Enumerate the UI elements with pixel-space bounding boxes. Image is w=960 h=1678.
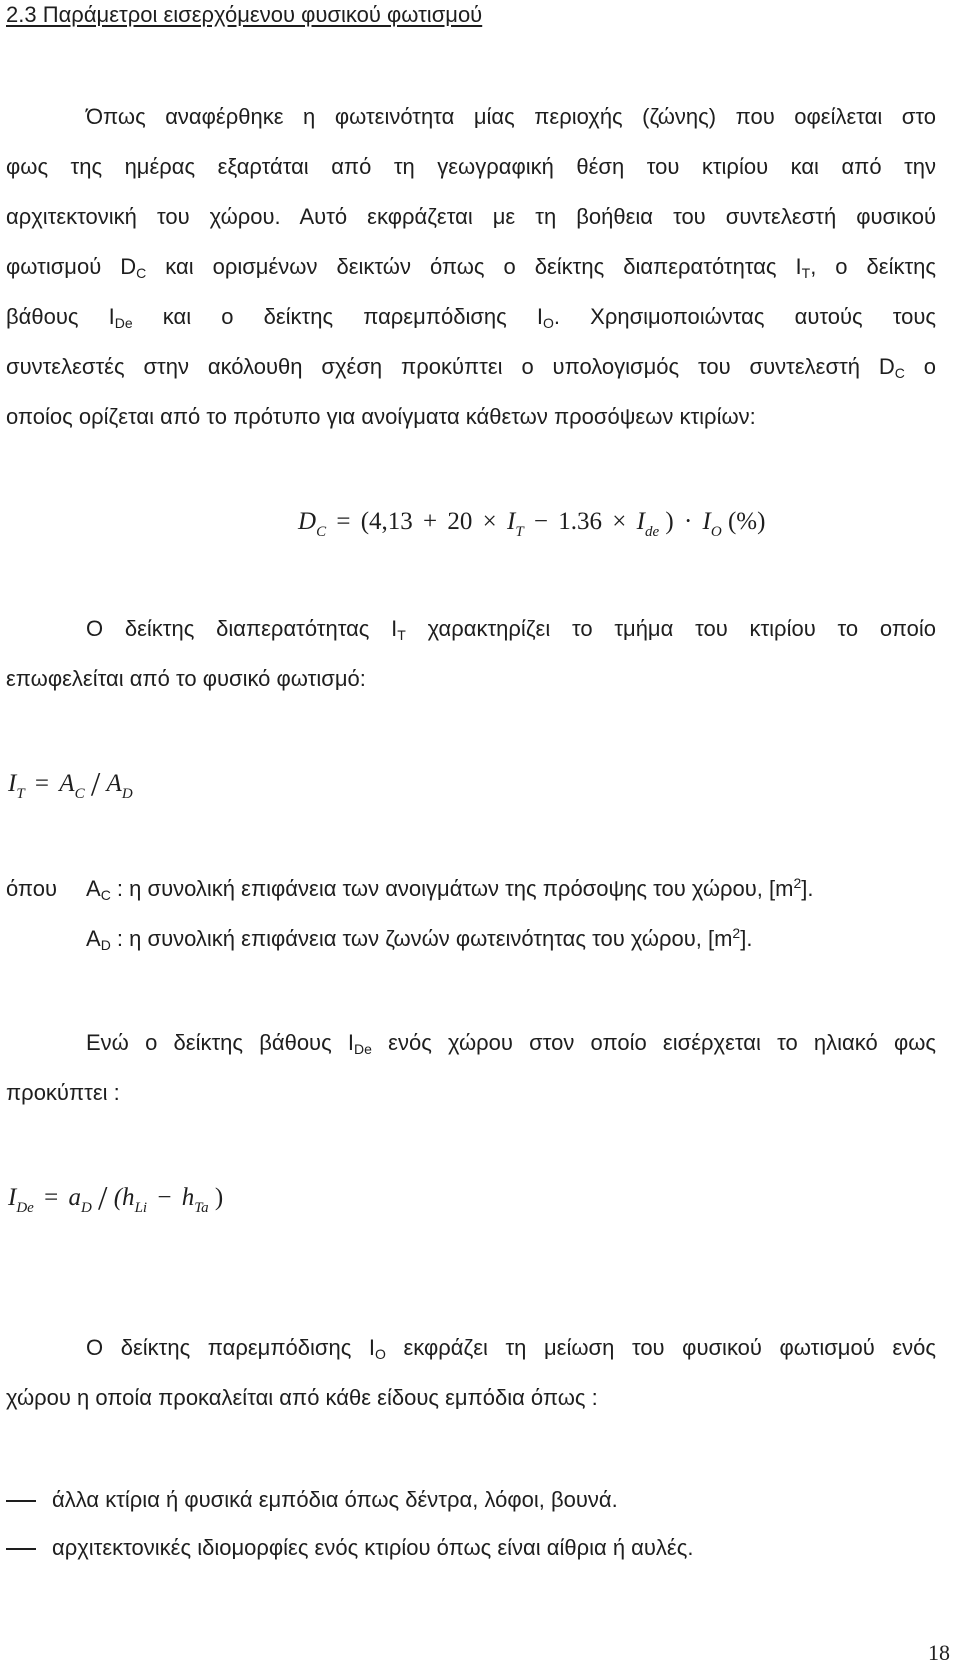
- text: Ο δείκτης παρεμπόδισης I: [86, 1335, 375, 1360]
- eq-symbol: D: [298, 508, 317, 535]
- para1-line3: αρχιτεκτονική του χώρου. Αυτό εκφράζεται με τη βοήθεια του συντελεστή φυσικού: [6, 204, 936, 229]
- eq-term: 1.36: [558, 508, 603, 535]
- text: χαρακτηρίζει το τμήμα του κτιρίου το οποίο: [405, 616, 936, 641]
- definition-ac: [86, 875, 814, 903]
- eq-subscript: De: [16, 1200, 34, 1216]
- text: φωτισμού D: [6, 254, 137, 279]
- para1-line1-text: Όπως αναφέρθηκε η φωτεινότητα μίας περιοχής (ζώνης) που οφείλεται στο: [86, 104, 936, 129]
- eq-symbol: I: [8, 770, 17, 797]
- bullet-item-2: αρχιτεκτονικές ιδιομορφίες ενός κτιρίου όπως είναι αίθρια ή αυλές.: [52, 1535, 694, 1560]
- subscript: C: [100, 887, 111, 903]
- text: : η συνολική επιφάνεια των ζωνών φωτεινότητας του χώρου, [m: [110, 926, 733, 951]
- text: ενός χώρου στον οποίο εισέρχεται το ηλιακό φως: [371, 1030, 936, 1055]
- para4-line1: [86, 1334, 936, 1362]
- equation-ide: [8, 1180, 223, 1218]
- eq-subscript: C: [316, 524, 327, 540]
- eq-symbol: (h: [113, 1184, 135, 1211]
- eq-subscript: Ta: [194, 1200, 209, 1216]
- equation-it: [8, 766, 133, 804]
- definitions-where: όπου: [6, 876, 58, 901]
- subscript: O: [375, 1346, 386, 1362]
- eq-subscript: T: [515, 524, 524, 540]
- subscript: D: [100, 937, 111, 953]
- text: A: [86, 876, 101, 901]
- superscript: 2: [793, 875, 802, 891]
- text: ο: [904, 354, 936, 379]
- eq-subscript: Li: [134, 1200, 148, 1216]
- para2-line2: επωφελείται από το φυσικό φωτισμό:: [6, 666, 366, 691]
- subscript: De: [114, 315, 133, 331]
- para1-line7: οποίος ορίζεται από το πρότυπο για ανοίγματα κάθετων προσόψεων κτιρίων:: [6, 404, 756, 429]
- text: ].: [740, 926, 753, 951]
- text: A: [86, 926, 101, 951]
- eq-symbol: h: [181, 1184, 195, 1211]
- section-heading: 2.3 Παράμετροι εισερχόμενου φυσικού φωτισμού: [6, 2, 483, 27]
- eq-operator: =: [34, 770, 50, 797]
- text: συντελεστές στην ακόλουθη σχέση προκύπτει ο υπολογισμός του συντελεστή D: [6, 354, 895, 379]
- para4-line2: χώρου η οποία προκαλείται από κάθε είδους εμπόδια όπως :: [6, 1385, 598, 1410]
- text: Ενώ ο δείκτης βάθους I: [86, 1030, 355, 1055]
- eq-operator: ·: [683, 508, 693, 535]
- eq-operator: =: [44, 1184, 59, 1211]
- eq-slash: /: [98, 1180, 108, 1217]
- subscript: T: [397, 627, 406, 643]
- eq-subscript: C: [74, 786, 85, 802]
- bullet-item-1: άλλα κτίρια ή φυσικά εμπόδια όπως δέντρα, λόφοι, βουνά.: [52, 1487, 618, 1512]
- equation-dc: [298, 508, 766, 540]
- text: ].: [801, 876, 814, 901]
- para2-line1: [86, 615, 936, 643]
- eq-slash: /: [90, 766, 101, 803]
- para1-line2: φως της ημέρας εξαρτάται από τη γεωγραφική θέση του κτιρίου και από την: [6, 154, 936, 179]
- eq-term: (%): [727, 508, 766, 535]
- para3-line1: [86, 1029, 936, 1057]
- eq-subscript: D: [121, 786, 133, 802]
- para3-line2: προκύπτει :: [6, 1080, 120, 1105]
- eq-operator: −: [533, 508, 549, 535]
- eq-symbol: A: [106, 770, 122, 797]
- eq-subscript: D: [80, 1200, 92, 1216]
- page-number: 18: [928, 1640, 950, 1665]
- para1-line5: [6, 303, 936, 331]
- eq-symbol: A: [59, 770, 75, 797]
- text: εκφράζει τη μείωση του φυσικού φωτισμού ενός: [385, 1335, 936, 1360]
- text: . Χρησιμοποιώντας αυτούς τους: [553, 304, 937, 329]
- eq-operator: −: [157, 1184, 172, 1211]
- eq-symbol: I: [8, 1184, 17, 1211]
- eq-term: ): [214, 1184, 224, 1211]
- eq-operator: =: [336, 508, 351, 535]
- eq-term: 20: [447, 508, 473, 535]
- eq-operator: +: [423, 508, 438, 535]
- text: : η συνολική επιφάνεια των ανοιγμάτων της πρόσοψης του χώρου, [m: [110, 876, 794, 901]
- para1-line1: [86, 103, 936, 131]
- subscript: O: [543, 315, 554, 331]
- subscript: T: [801, 265, 811, 281]
- dash-bullet-icon: [6, 1500, 36, 1502]
- text: Ο δείκτης διαπερατότητας I: [86, 616, 398, 641]
- eq-symbol: I: [506, 508, 516, 535]
- para1-line6: [6, 353, 936, 381]
- eq-term: ): [665, 508, 674, 535]
- eq-subscript: O: [710, 524, 722, 540]
- para1-line4: [6, 253, 936, 281]
- text: και ορισμένων δεικτών όπως ο δείκτης διαπερατότητας I: [146, 254, 802, 279]
- text: βάθους I: [6, 304, 115, 329]
- eq-symbol: I: [702, 508, 711, 535]
- subscript: C: [894, 365, 905, 381]
- eq-subscript: de: [644, 524, 660, 540]
- subscript: De: [354, 1041, 372, 1057]
- eq-term: (4,13: [360, 508, 413, 535]
- eq-subscript: T: [16, 786, 25, 802]
- text: και ο δείκτης παρεμπόδισης I: [132, 304, 544, 329]
- subscript: C: [136, 265, 147, 281]
- superscript: 2: [732, 925, 741, 941]
- eq-symbol: a: [68, 1184, 81, 1211]
- eq-operator: ×: [482, 508, 497, 535]
- dash-bullet-icon: [6, 1548, 36, 1550]
- definition-ad: [86, 925, 752, 953]
- text: , ο δείκτης: [810, 254, 937, 279]
- eq-operator: ×: [612, 508, 627, 535]
- eq-symbol: I: [636, 508, 645, 535]
